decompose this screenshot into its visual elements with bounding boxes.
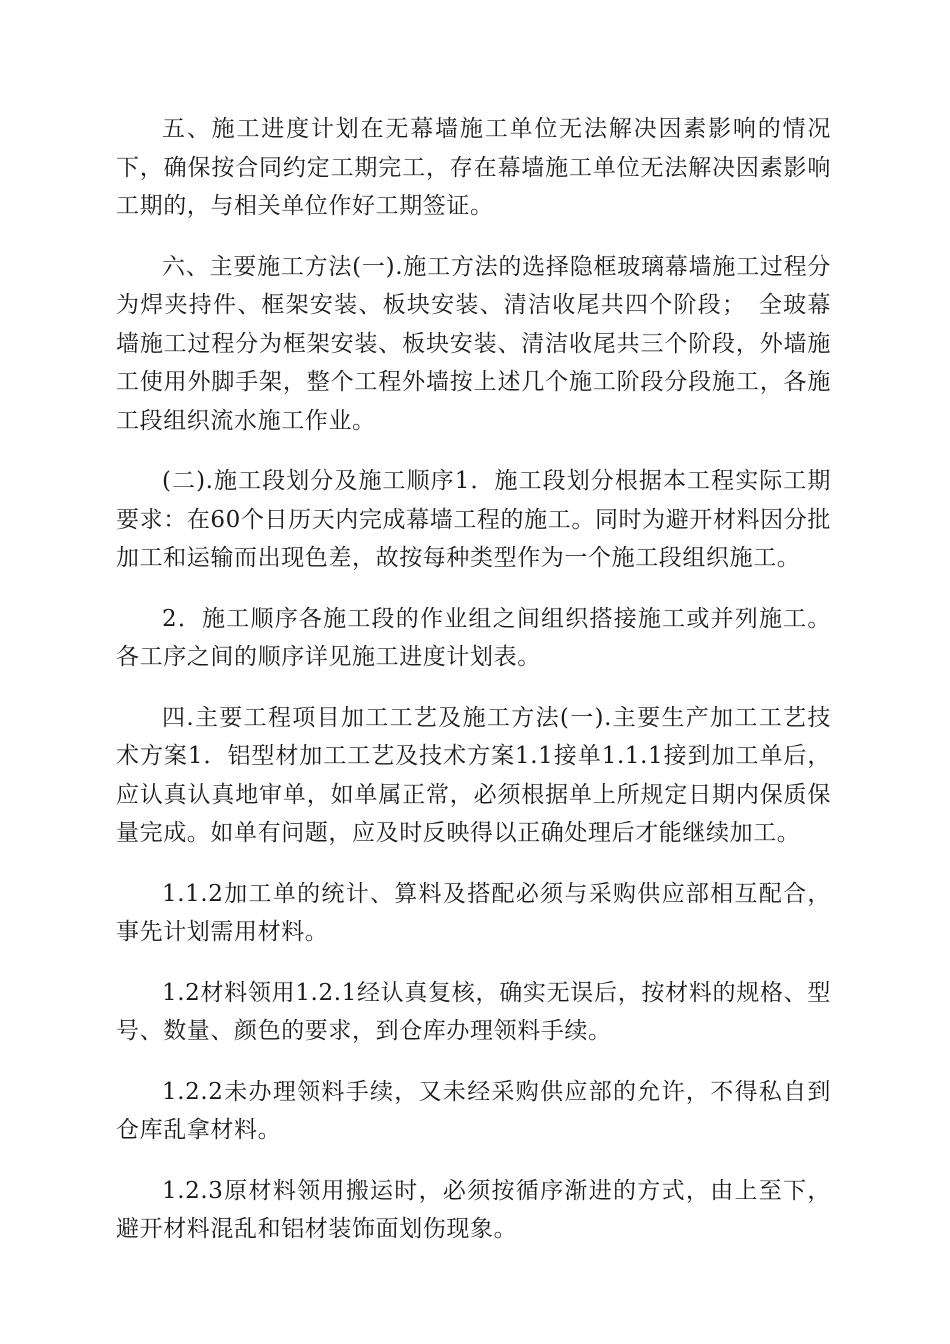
paragraph-construction-order: 2．施工顺序各施工段的作业组之间组织搭接施工或并列施工。各工序之间的顺序详见施工进度计划表。 [116, 605, 831, 670]
paragraph-schedule-plan: 五、施工进度计划在无幕墙施工单位无法解决因素影响的情况下，确保按合同约定工期完工，存在幕墙施工单位无法解决因素影响工期的，与相关单位作好工期签证。 [116, 116, 831, 219]
paragraph-material-calculation: 1.1.2加工单的统计、算料及搭配必须与采购供应部相互配合，事先计划需用材料。 [116, 880, 831, 945]
paragraph-section-division: (二).施工段划分及施工顺序1．施工段划分根据本工程实际工期要求：在60个日历天内完成幕墙工程的施工。同时为避开材料因分批加工和运输而出现色差，故按每种类型作为一个施工段组织施工。 [116, 468, 831, 571]
paragraph-construction-method: 六、主要施工方法(一).施工方法的选择隐框玻璃幕墙施工过程分为焊夹持件、框架安装、板块安装、清洁收尾共四个阶段； 全玻幕墙施工过程分为框架安装、板块安装、清洁收尾共三个阶段，外墙施工使用外脚手架，整个工程外墙按上述几个施工阶段分段施工，各施工段组织流水施工作业。 [116, 253, 831, 434]
document-body [116, 110, 831, 1271]
paragraph-material-requisition: 1.2材料领用1.2.1经认真复核，确实无误后，按材料的规格、型号、数量、颜色的要求，到仓库办理领料手续。 [116, 979, 831, 1044]
paragraph-requisition-rules: 1.2.2未办理领料手续，又未经采购供应部的允许，不得私自到仓库乱拿材料。 [116, 1078, 831, 1143]
paragraph-processing-technology: 四.主要工程项目加工工艺及施工方法(一).主要生产加工工艺技术方案1．铝型材加工工艺及技术方案1.1接单1.1.1接到加工单后，应认真认真地审单，如单属正常，必须根据单上所规定日期内保质保量完成。如单有问题，应及时反映得以正确处理后才能继续加工。 [116, 704, 831, 846]
paragraph-material-handling: 1.2.3原材料领用搬运时，必须按循序渐进的方式，由上至下，避开材料混乱和铝材装饰面划伤现象。 [116, 1177, 831, 1242]
